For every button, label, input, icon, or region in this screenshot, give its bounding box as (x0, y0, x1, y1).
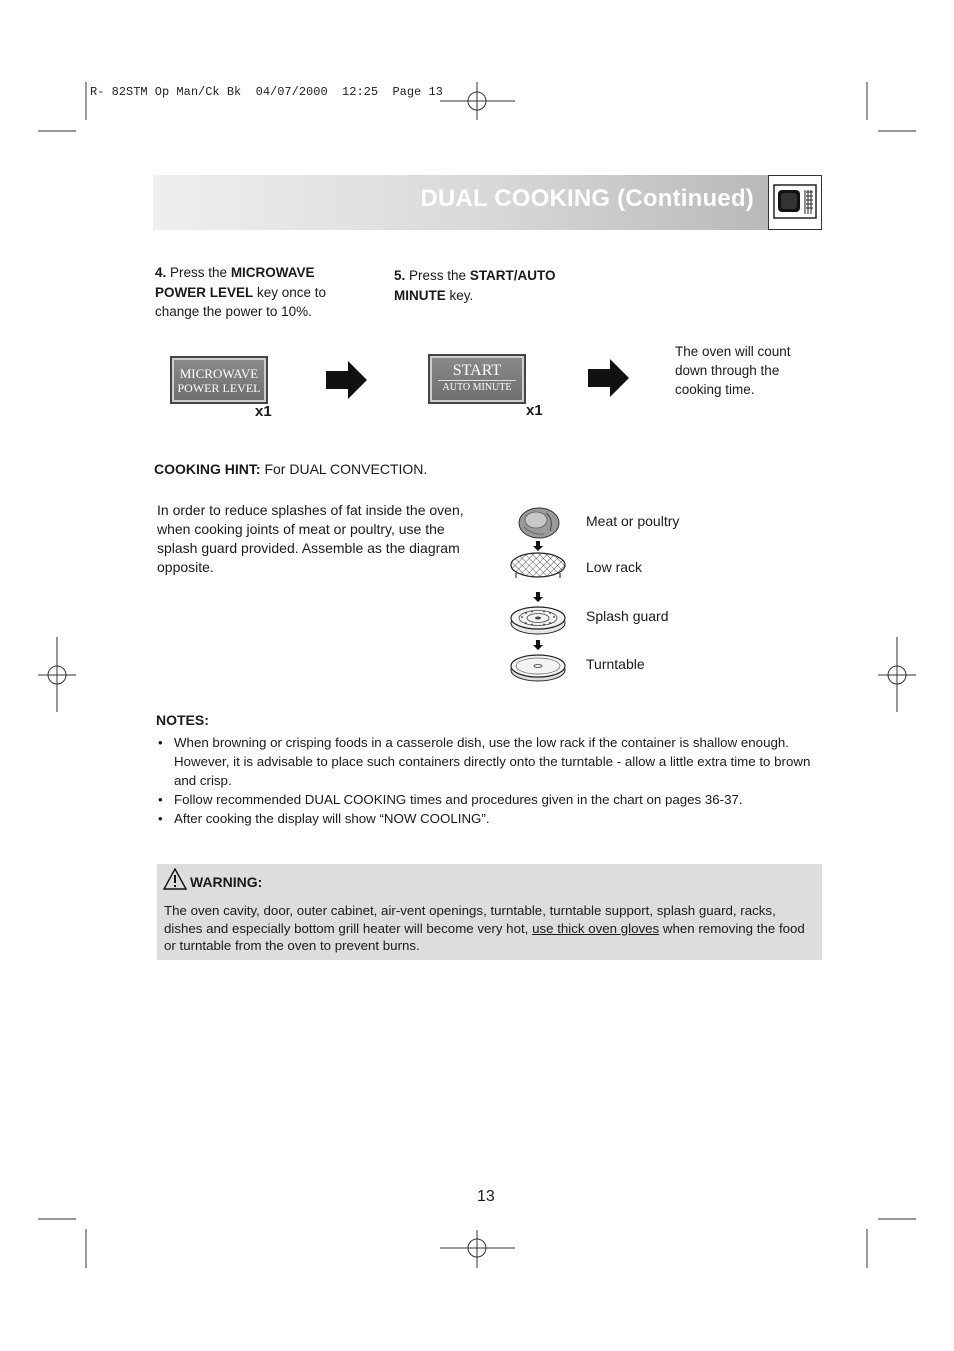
key-name: MICROWAVE POWER LEVEL (155, 265, 315, 300)
down-arrow-icon (533, 592, 543, 602)
page-title: DUAL COOKING (Continued) (420, 185, 754, 212)
splash-guard-icon (508, 603, 568, 637)
press-count: x1 (255, 403, 272, 420)
press-count: x1 (526, 402, 543, 419)
assembly-label-low-rack: Low rack (586, 559, 643, 575)
key-name: START/AUTO MINUTE (394, 268, 556, 303)
low-rack-icon (508, 551, 568, 581)
arrow-right-icon (326, 361, 368, 399)
arrow-right-icon (588, 359, 630, 397)
list-item: • After cooking the display will show “NOW COOLING”. (156, 809, 821, 828)
cooking-hint-paragraph: In order to reduce splashes of fat inside the oven, when cooking joints of meat or poultry, use the splash guard provided. Assemble as the diagram opposite. (157, 502, 464, 575)
microwave-icon (768, 175, 822, 230)
header-bar (153, 175, 768, 230)
cooking-hint-text: For DUAL CONVECTION. (264, 461, 428, 477)
list-item: • Follow recommended DUAL COOKING times and procedures given in the chart on pages 36-37. (156, 790, 821, 809)
warning-emphasis: use thick oven gloves (532, 920, 660, 936)
list-item: • When browning or crisping foods in a casserole dish, use the low rack if the container is shallow enough. However, it is advisable to place such containers directly onto the turntable - allow a little extra time to brown and crisp. (156, 733, 821, 790)
assembly-label-turntable: Turntable (586, 656, 645, 672)
key-label-line2: POWER LEVEL (177, 381, 261, 395)
key-label-line2: AUTO MINUTE (442, 382, 512, 393)
meat-icon (516, 505, 562, 541)
assembly-label-meat: Meat or poultry (586, 513, 680, 529)
microwave-power-level-button[interactable] (170, 356, 268, 404)
cooking-hint-label: COOKING HINT: (154, 461, 261, 477)
down-arrow-icon (533, 640, 543, 650)
warning-box (157, 864, 822, 960)
key-label-line1: START (438, 362, 516, 381)
page-number: 13 (477, 1188, 495, 1205)
step-4-instruction: 4. Press the MICROWAVE POWER LEVEL key once to change the power to 10%. (155, 265, 327, 319)
key-label-line1: MICROWAVE (179, 366, 259, 381)
warning-triangle-icon (163, 868, 187, 890)
step-5-instruction: 5. Press the START/AUTO MINUTE key. (394, 268, 556, 303)
turntable-icon (508, 650, 568, 684)
step-number: 4. (155, 265, 167, 280)
down-arrow-icon (533, 541, 543, 551)
start-auto-minute-button[interactable] (428, 354, 526, 404)
result-text: The oven will count down through the cooking time. (675, 344, 791, 397)
step-number: 5. (394, 268, 406, 283)
cooking-hint (154, 461, 427, 477)
notes-list (156, 733, 821, 828)
warning-text: The oven cavity, door, outer cabinet, air-vent openings, turntable, turntable support, splash guard, racks, dishes and especially bottom grill heater will become very hot, use thick oven gloves when removing the food or turntable from the oven to prevent burns. (164, 903, 805, 953)
warning-heading: WARNING: (190, 874, 263, 890)
print-slug: R- 82STM Op Man/Ck Bk 04/07/2000 12:25 Page 13 (90, 85, 443, 99)
notes-heading: NOTES: (156, 712, 209, 728)
assembly-label-splash-guard: Splash guard (586, 608, 669, 624)
